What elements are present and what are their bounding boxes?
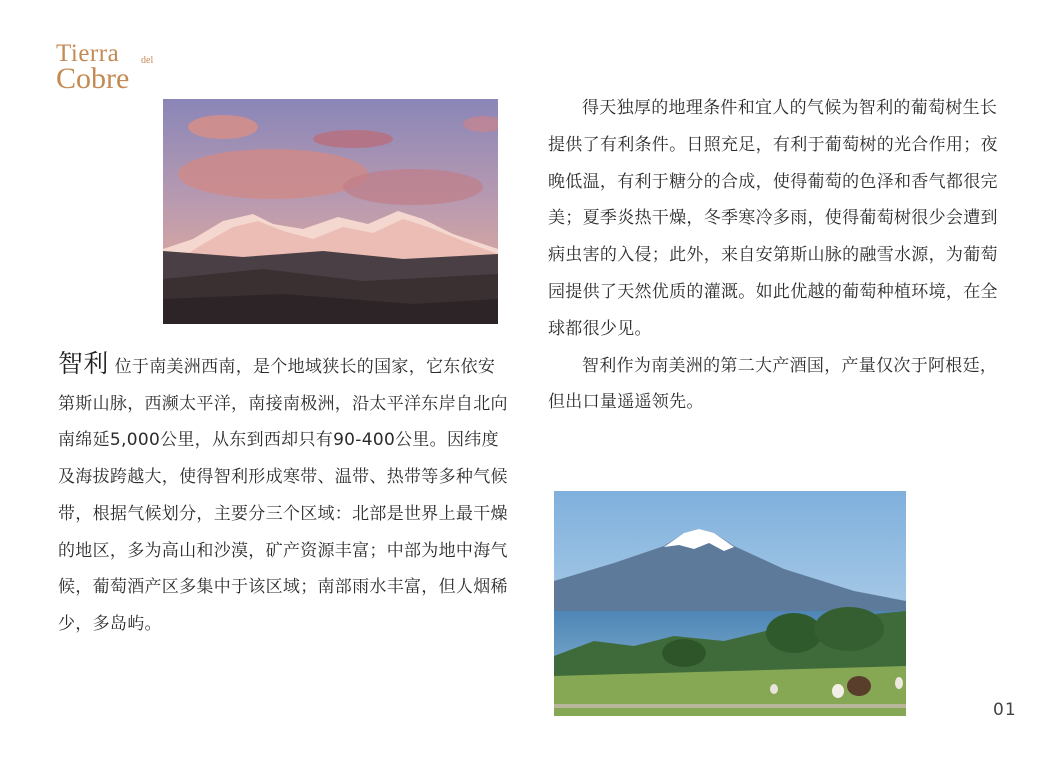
chile-heading: 智利	[58, 349, 109, 378]
andes-sunset-photo	[163, 99, 498, 324]
climate-paragraph: 得天独厚的地理条件和宜人的气候为智利的葡萄树生长提供了有利条件。日照充足，有利于葡萄树的光合作用；夜晚低温，有利于糖分的合成，使得葡萄的色泽和香气都很完美；夏季炎热干燥，冬季寒冷多雨，使得葡萄树很少会遭到病虫害的入侵；此外，来自安第斯山脉的融雪水源，为葡萄园提供了天然优质的灌溉。如此优越的葡萄种植环境，在全球都很少见。	[548, 98, 998, 339]
chile-intro-body: 位于南美洲西南，是个地域狭长的国家，它东依安第斯山脉，西濒太平洋，南接南极洲，沿太平洋东岸自北向南绵延5,000公里，从东到西却只有90-400公里。因纬度及海拔跨越大，使得智利形成寒带、温带、热带等多种气候带，根据气候划分，主要分三个区域：北部是世界上最干燥的地区，多为高山和沙漠，矿产资源丰富；中部为地中海气候，葡萄酒产区多集中于该区域；南部雨水丰富，但人烟稀少，多岛屿。	[58, 357, 508, 634]
brand-logo	[56, 40, 166, 98]
climate-text-block	[548, 90, 1008, 421]
volcano-lake-photo	[554, 491, 906, 716]
production-paragraph: 智利作为南美洲的第二大产酒国，产量仅次于阿根廷，但出口量遥遥领先。	[548, 355, 998, 413]
chile-intro-paragraph	[58, 346, 508, 643]
page-number: 01	[993, 700, 1017, 720]
logo-word-del: del	[141, 55, 154, 66]
logo-word-cobre: Cobre	[56, 62, 130, 95]
logo-word-tierra: Tierra	[56, 40, 120, 67]
